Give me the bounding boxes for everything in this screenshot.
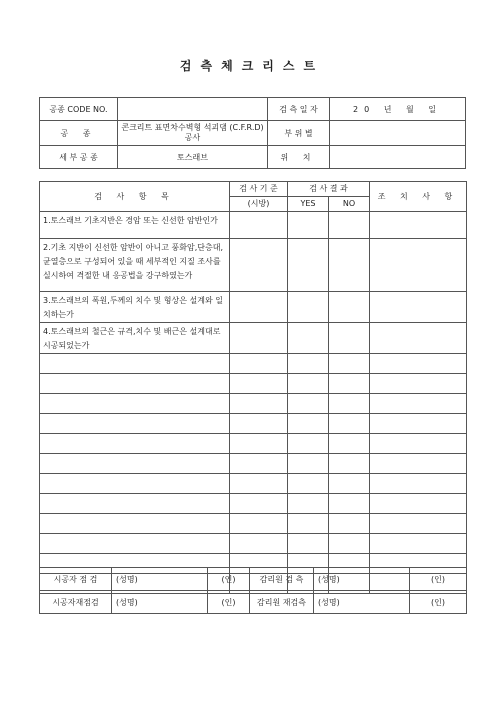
contractor-recheck-label: 시공자재점검 (40, 591, 112, 614)
table-row (40, 374, 467, 394)
contractor-check-label: 시공자 점 검 (40, 568, 112, 591)
contractor-recheck-name[interactable]: (성명) (112, 591, 208, 614)
info-table (39, 97, 466, 169)
page-title: 검측체크리스트 (179, 59, 325, 73)
table-row (40, 474, 467, 494)
detail-value: 토스래브 (118, 146, 268, 169)
table-row (40, 323, 467, 354)
work-value: 콘크리트 표면차수벽형 석괴댐 (C.F.R.D)공사 (118, 121, 268, 146)
checklist-table (39, 181, 467, 594)
table-row (40, 292, 467, 323)
table-row (40, 394, 467, 414)
check-item-1: 1.토스래브 기초지반은 경암 또는 신선한 암반인가 (40, 212, 230, 239)
table-row (40, 239, 467, 292)
supervisor-recheck-seal[interactable]: (인) (410, 591, 467, 614)
supervisor-recheck-label: 감리원 재검측 (250, 591, 314, 614)
table-row (40, 354, 467, 374)
part-label: 부 위 별 (268, 121, 330, 146)
table-row (40, 454, 467, 474)
signoff-table (39, 567, 467, 614)
col-no-header: NO (329, 197, 370, 212)
supervisor-check-label: 감리원 검 측 (250, 568, 314, 591)
col-item-header: 검 사 항 목 (40, 182, 230, 212)
table-row (40, 414, 467, 434)
check-item-2: 2.기초 지반이 신선한 암반이 아니고 풍화암,단층대,균열층으로 구성되어 있을 때 세부적인 지질 조사를 실시하여 격절한 내 응공법을 강구하였는가 (40, 239, 230, 292)
loc-value[interactable] (330, 146, 466, 169)
supervisor-recheck-name[interactable]: (성명) (314, 591, 410, 614)
date-label: 검 측 일 자 (268, 98, 330, 121)
table-row (40, 534, 467, 554)
col-criteria-sub: (시방) (230, 197, 288, 212)
part-value[interactable] (330, 121, 466, 146)
check-item-3: 3.토스래브의 폭원,두께의 치수 및 형상은 설계와 일치하는가 (40, 292, 230, 323)
contractor-recheck-seal[interactable]: (인) (208, 591, 250, 614)
date-value[interactable]: 20 년 월 일 (330, 98, 466, 121)
code-value[interactable] (118, 98, 268, 121)
work-label: 공 종 (40, 121, 118, 146)
col-criteria-header: 검 사 기 준 (230, 182, 288, 197)
detail-label: 세 부 공 종 (40, 146, 118, 169)
table-row (40, 434, 467, 454)
table-row (40, 494, 467, 514)
contractor-check-seal[interactable]: (인) (208, 568, 250, 591)
contractor-check-name[interactable]: (성명) (112, 568, 208, 591)
supervisor-check-name[interactable]: (성명) (314, 568, 410, 591)
table-row (40, 514, 467, 534)
table-row (40, 212, 467, 239)
col-result-header: 검 사 결 과 (288, 182, 370, 197)
check-item-4: 4.토스래브의 철근은 규격,치수 및 배근은 설계대로 시공되었는가 (40, 323, 230, 354)
col-yes-header: YES (288, 197, 329, 212)
loc-label: 위 치 (268, 146, 330, 169)
supervisor-check-seal[interactable]: (인) (410, 568, 467, 591)
col-action-header: 조 치 사 항 (370, 182, 467, 212)
code-label: 공종 CODE NO. (40, 98, 118, 121)
